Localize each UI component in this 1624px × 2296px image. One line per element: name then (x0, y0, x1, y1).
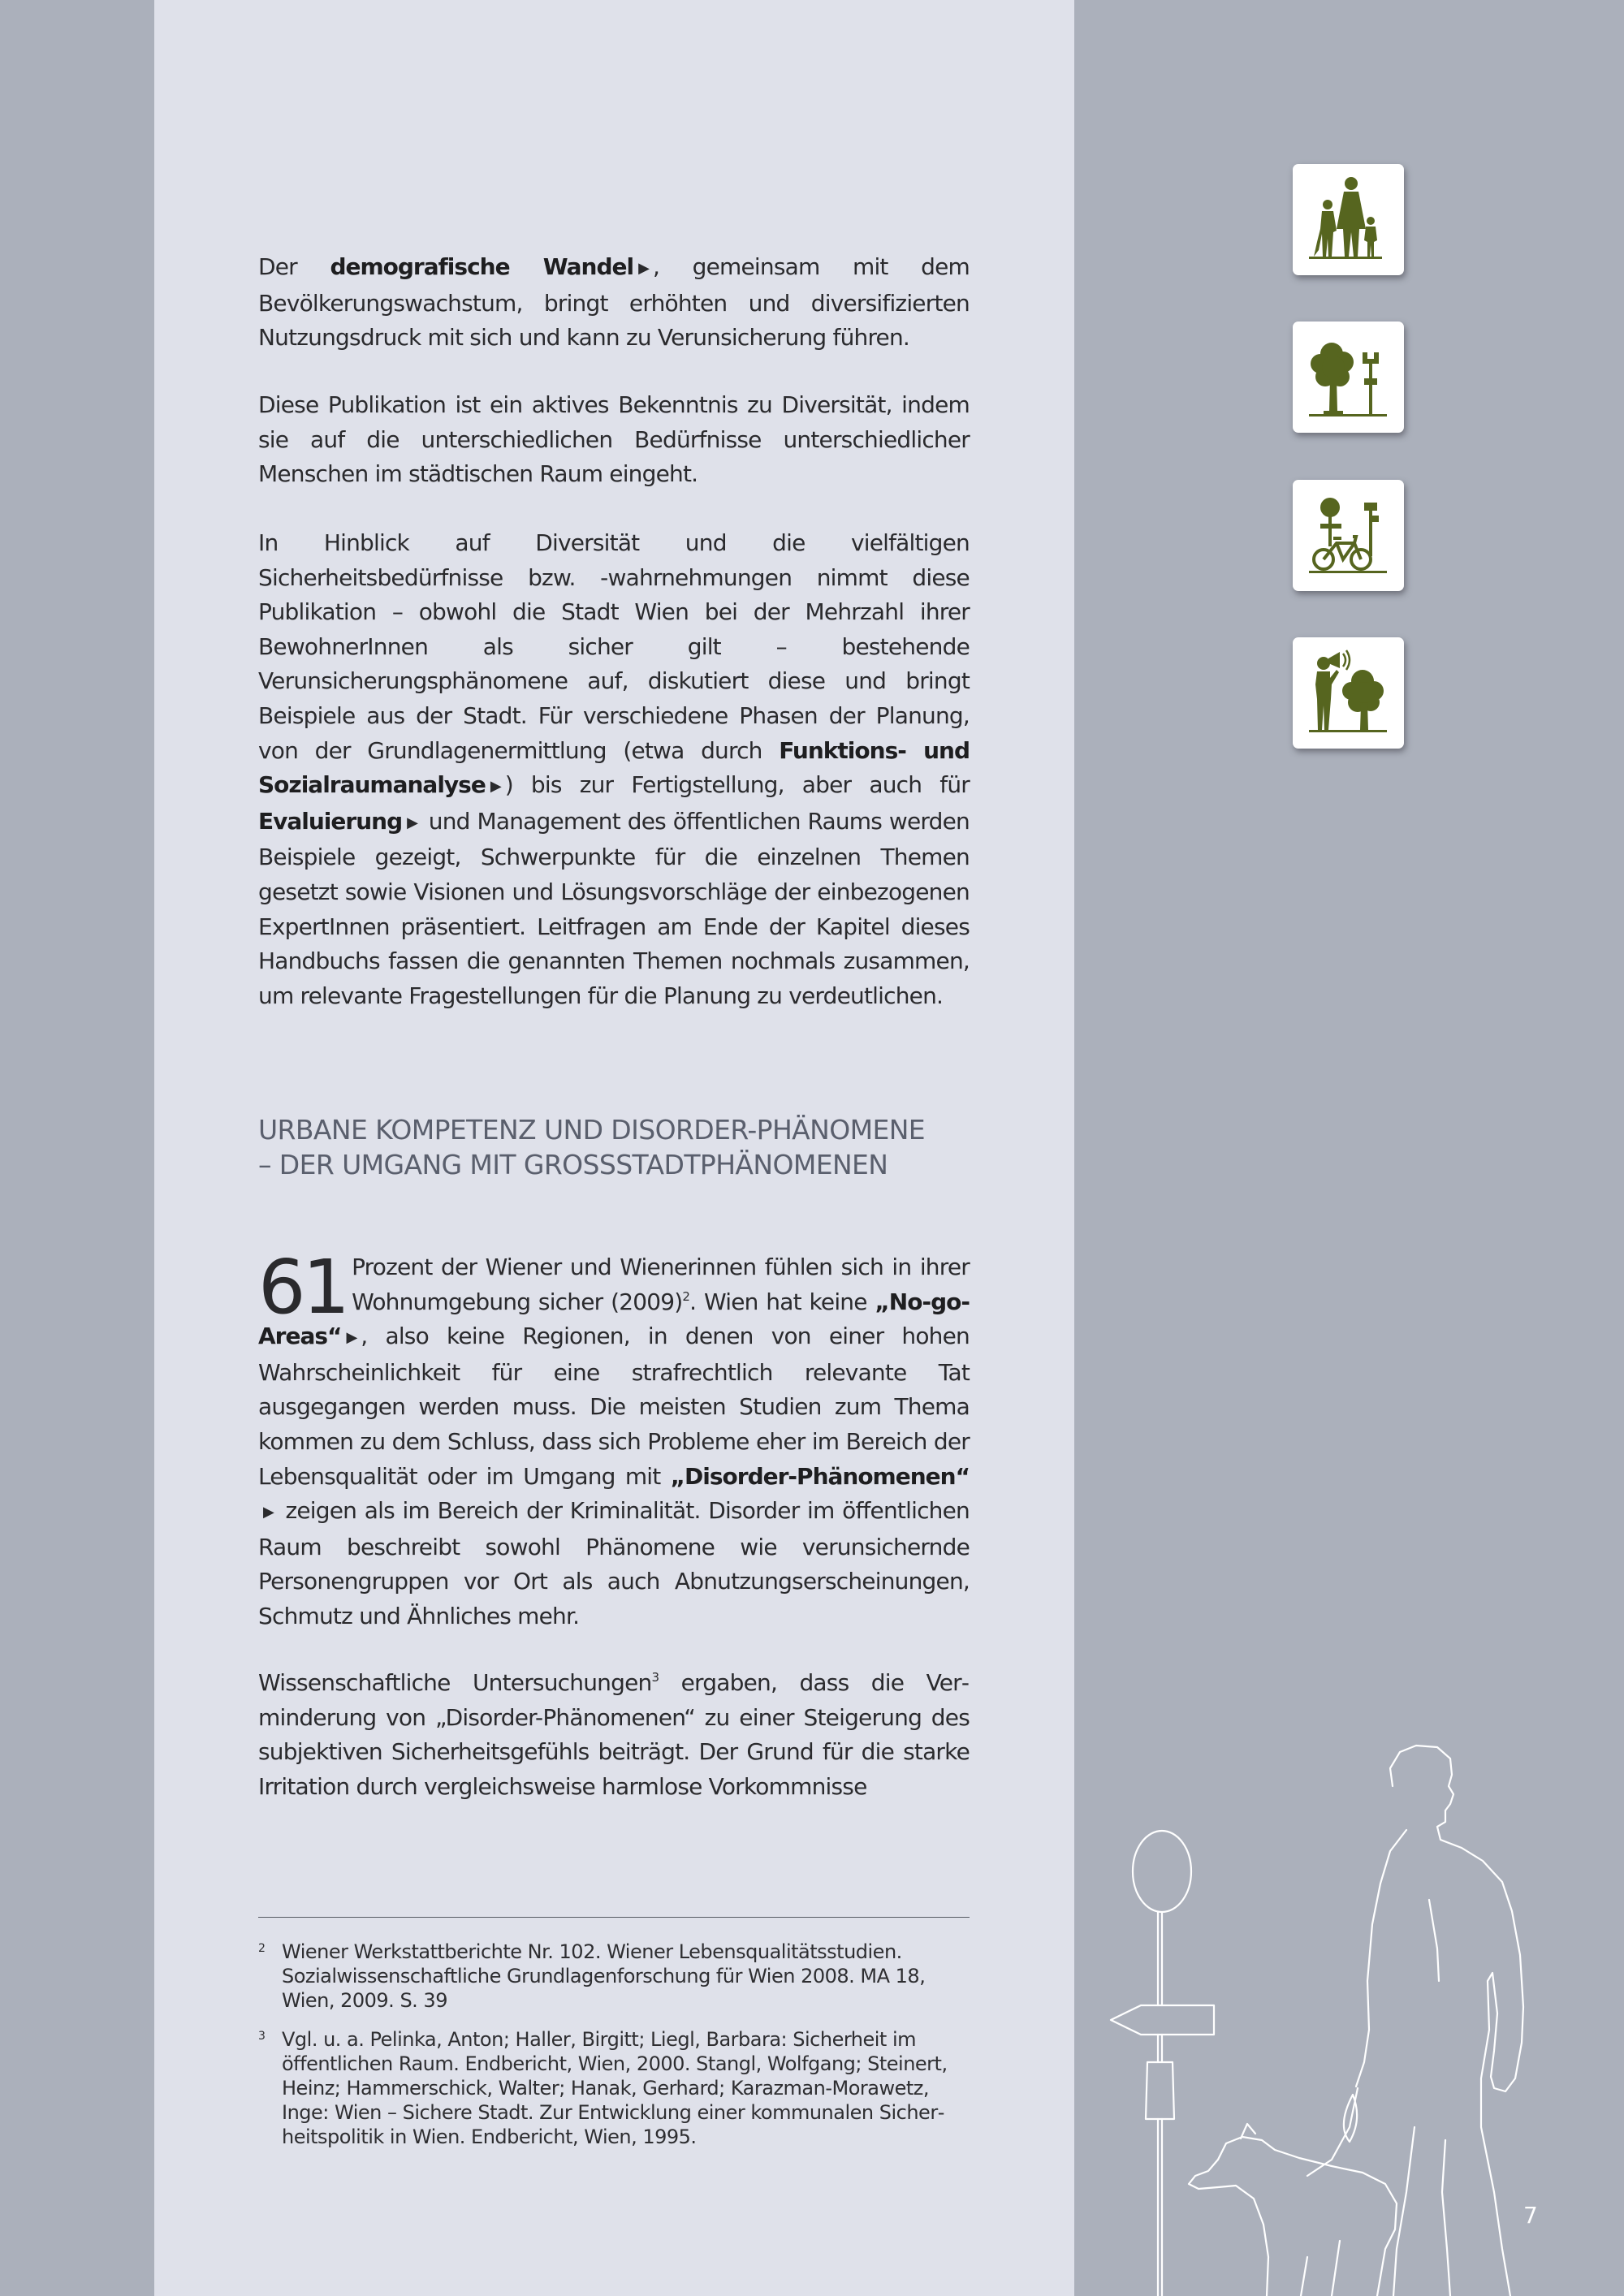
text-run: , gemeinsam mit dem Bevölkerungswachstum, bringt erhöhten und diversifizierten Nutzungsdruck mit sich und kann zu Verunsicherung führen. (258, 253, 970, 352)
glossary-link-no-go-areas[interactable]: „No-go-Areas“ (258, 1288, 970, 1350)
section-heading (258, 1112, 989, 1182)
person-with-megaphone-icon-tile[interactable] (1293, 637, 1404, 749)
tree-and-lamp-icon-tile[interactable] (1293, 322, 1404, 433)
signpost-bin (1146, 2062, 1174, 2119)
section-heading-line-2: – DER UMGANG MIT GROSSSTADTPHÄNOMENEN (258, 1149, 888, 1180)
footnote-number: 2 (258, 1942, 266, 1955)
footnote-text: Wiener Werkstattberichte Nr. 102. Wiener Lebensqualitätsstudien. Sozialwissenschaftliche Grundlagenforschung für Wien 2008. MA 18, Wien, 2009. S. 39 (282, 1940, 926, 2012)
link-arrow-icon: ▶ (638, 260, 650, 277)
paragraph-demografischer-wandel (258, 250, 970, 356)
person-with-megaphone-icon (1301, 645, 1396, 740)
footnote-3 (258, 2027, 970, 2149)
text-run: und Management des öffentlichen Raums werden Beispiele gezeigt, Schwerpunkte für die einzelnen Themen gesetzt sowie Visionen und Lösungsvorschläge der einbezogenen ExpertInnen präsentiert. Leitfragen am Ende der Kapitel dieses Handbuchs fassen die genannten Themen nochmals zusammen, um relevante Fragestellungen für die Planung zu verdeutlichen. (258, 807, 970, 1009)
paragraph-untersuchungen (258, 1666, 970, 1804)
text-run: . Wien hat keine (689, 1288, 875, 1315)
glossary-link-disorder-phaenomene[interactable]: „Disorder-Phänomenen“ (670, 1462, 970, 1490)
signpost-arrow (1111, 2005, 1214, 2035)
footnote-ref-3[interactable]: 3 (651, 1670, 659, 1685)
link-arrow-icon: ▶ (263, 1504, 274, 1521)
footnote-text: Vgl. u. a. Pelinka, Anton; Haller, Birgitt; Liegl, Barbara: Sicherheit im öffentlichen Raum. Endbericht, Wien, 2000. Stangl, Wolfgang; Steinert, Heinz; Hammerschick, Walter; Hanak, Gerhard; Karazman-Morawetz, Inge: Wien – Sichere Stadt. Zur Entwicklung einer kommunalen Sicherheitspolitik in Wien. Endbericht, Wien, 1995. (282, 2028, 948, 2148)
text-run: ergaben, dass die Verminderung von „Disorder-Phänomenen“ zu einer Steigerung des subjektiven Sicherheitsgefühls beiträgt. Der Grund für die starke Irritation durch vergleichsweise harmlose Vorkommnisse (258, 1669, 970, 1800)
glossary-link-evaluierung[interactable]: Evaluierung (258, 807, 403, 835)
paragraph-sicherheit-statistik (258, 1244, 970, 1634)
family-icon-tile[interactable] (1293, 164, 1404, 275)
drop-cap-number: 61 (258, 1244, 348, 1331)
link-arrow-icon: ▶ (490, 778, 502, 796)
tree-and-lamp-icon (1301, 330, 1396, 425)
link-arrow-icon: ▶ (346, 1329, 358, 1347)
bicycle-and-signs-icon-tile[interactable] (1293, 480, 1404, 591)
paragraph-sicherheitsbeduerfnisse (258, 526, 970, 1013)
text-run: zeigen als im Bereich der Kriminalität. Disorder im öffentlichen Raum beschreibt sowohl Phänomene wie verunsichernde Personengruppen vor Ort als auch Abnutzungserscheinungen, Schmutz und Ähnliches mehr. (258, 1497, 970, 1629)
text-run: Der (258, 253, 330, 280)
family-icon (1301, 172, 1396, 267)
glossary-link-demografischer-wandel[interactable]: demografische Wandel (330, 253, 634, 280)
section-heading-line-1: URBANE KOMPETENZ UND DISORDER-PHÄNOMENE (258, 1114, 926, 1146)
footnote-2 (258, 1940, 970, 2013)
page-number: 7 (1523, 2202, 1538, 2229)
footnote-divider (258, 1917, 970, 1918)
link-arrow-icon: ▶ (407, 814, 418, 831)
glossary-link-sozialraumanalyse[interactable]: Funktions- und Sozialraumanalyse (258, 736, 970, 799)
signpost-sign (1133, 1831, 1191, 1912)
text-run: In Hinblick auf Diversität und die vielfältigen Sicherheitsbedürfnisse bzw. -wahrnehmungen nimmt diese Publikation – obwohl die Stadt Wien bei der Mehrzahl ihrer BewohnerInnen als sicher gilt – bestehende Verunsicherungsphänomene auf, diskutiert diese und bringt Beispiele aus der Stadt. Für verschiedene Phasen der Planung, von der Grundlagenermittlung (etwa durch (258, 529, 970, 764)
text-run: , also keine Regionen, in denen von einer hohen Wahrscheinlichkeit für eine strafrechtlich relevante Tat ausgegangen werden muss. Die meisten Studien zum Thema kommen zu dem Schluss, dass sich Probleme eher im Bereich der Lebensqualität oder im Umgang mit (258, 1323, 970, 1490)
man-with-dog-and-signpost-illustration (1088, 1737, 1624, 2296)
text-run: Wissenschaftliche Untersuchungen (258, 1669, 652, 1696)
text-run: Prozent der Wiener und Wienerinnen fühlen sich in ihrer Wohnumgebung sicher (2009) (352, 1254, 970, 1315)
text-run: ) bis zur Fertigstellung, aber auch für (504, 771, 970, 799)
footnote-ref-2[interactable]: 2 (682, 1288, 690, 1304)
bicycle-and-signs-icon (1301, 488, 1396, 583)
footnote-number: 3 (258, 2030, 266, 2043)
paragraph-diversitaet: Diese Publikation ist ein aktives Bekenntnis zu Diversität, indem sie auf die unterschiedlichen Bedürfnisse unterschiedlicher Menschen im städtischen Raum eingeht. (258, 391, 970, 488)
